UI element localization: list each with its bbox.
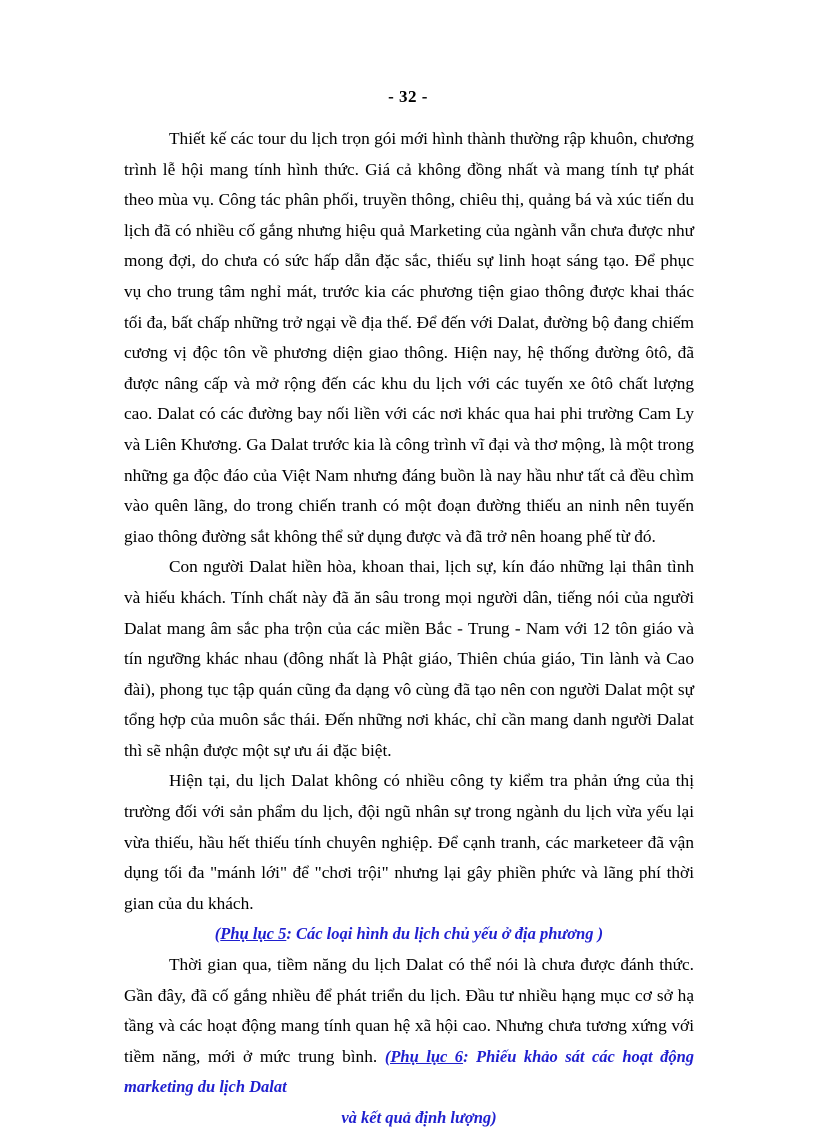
appendix-6-link[interactable]: (Phụ lục 6 [384,1046,464,1066]
paragraph-4 [124,950,694,1103]
paragraph-2: Con người Dalat hiền hòa, khoan thai, lịch sự, kín đáo những lại thân tình và hiếu khách. Tính chất này đã ăn sâu trong mọi người dân, tiếng nói của người Dalat mang âm sắc pha trộn của các miền Bắc - Trung - Nam với 12 tôn giáo và tín ngưỡng khác nhau (đông nhất là Phật giáo, Thiên chúa giáo, Tin lành và Cao đài), phong tục tập quán cũng đa dạng vô cùng đã tạo nên con người Dalat một sự tổng hợp của muôn sắc thái. Đến những nơi khác, chỉ cần mang danh người Dalat thì sẽ nhận được một sự ưu ái đặc biệt. [124,557,694,760]
appendix-5-title: : Các loại hình du lịch chủ yếu ở địa phương ) [286,924,604,944]
appendix-5-link[interactable]: Phụ lục 5 [220,924,287,944]
appendix-6-title: : Phiếu khảo sát các hoạt động marketing du lịch Dalat [124,1046,695,1097]
paragraph-4-text: Thời gian qua, tiềm năng du lịch Dalat có thể nói là chưa được đánh thức. Gần đây, đã cố gắng nhiều để phát triển du lịch. Đầu tư nhiều hạng mục cơ sở hạ tầng và các hoạt động mang tính quan hệ xã hội cao. Nhưng chưa tương xứng với tiềm năng, mới ở mức trung bình. [124,955,694,1066]
appendix-5-reference [124,919,694,950]
appendix-5-open-paren: ( [214,924,221,944]
page-number: - 32 - [388,87,428,106]
appendix-6-continuation: và kết quả định lượng) [341,1108,497,1127]
paragraph-1: Thiết kế các tour du lịch trọn gói mới hình thành thường rập khuôn, chương trình lễ hội mang tính hình thức. Giá cả không đồng nhất và mang tính tự phát theo mùa vụ. Công tác phân phối, truyền thông, chiêu thị, quảng bá và xúc tiến du lịch đã có nhiều cố gắng nhưng hiệu quả Marketing của ngành vẫn chưa được như mong đợi, do chưa có sức hấp dẫn đặc sắc, thiếu sự linh hoạt sáng tạo. Để phục vụ cho trung tâm nghỉ mát, trước kia các phương tiện giao thông được khai thác tối đa, bất chấp những trở ngại về địa thế. Để đến với Dalat, đường bộ đang chiếm cương vị độc tôn về phương diện giao thông. Hiện nay, hệ thống đường ôtô, đã được nâng cấp và mở rộng đến các khu du lịch với các tuyến xe ôtô chất lượng cao. Dalat có các đường bay nối liền với các nơi khác qua hai phi trường Cam Ly và Liên Khương. Ga Dalat trước kia là công trình vĩ đại và thơ mộng, là một trong những ga độc đáo của Việt Nam nhưng đáng buồn là nay hầu như tất cả đều chìm vào quên lãng, do trong chiến tranh có một đoạn đường thiếu an ninh nên tuyến giao thông đường sắt không thể sử dụng được và đã trở nên hoang phế từ đó. [124,129,694,546]
paragraph-3: Hiện tại, du lịch Dalat không có nhiều công ty kiểm tra phản ứng của thị trường đối với sản phẩm du lịch, đội ngũ nhân sự trong ngành du lịch vừa yếu lại vừa thiếu, hầu hết thiếu tính chuyên nghiệp. Để cạnh tranh, các marketeer đã vận dụng tối đa "mánh lới" để "chơi trội" nhưng lại gây phiền phức và lãng phí thời gian của du khách. [124,771,694,913]
body-content [124,124,694,1134]
